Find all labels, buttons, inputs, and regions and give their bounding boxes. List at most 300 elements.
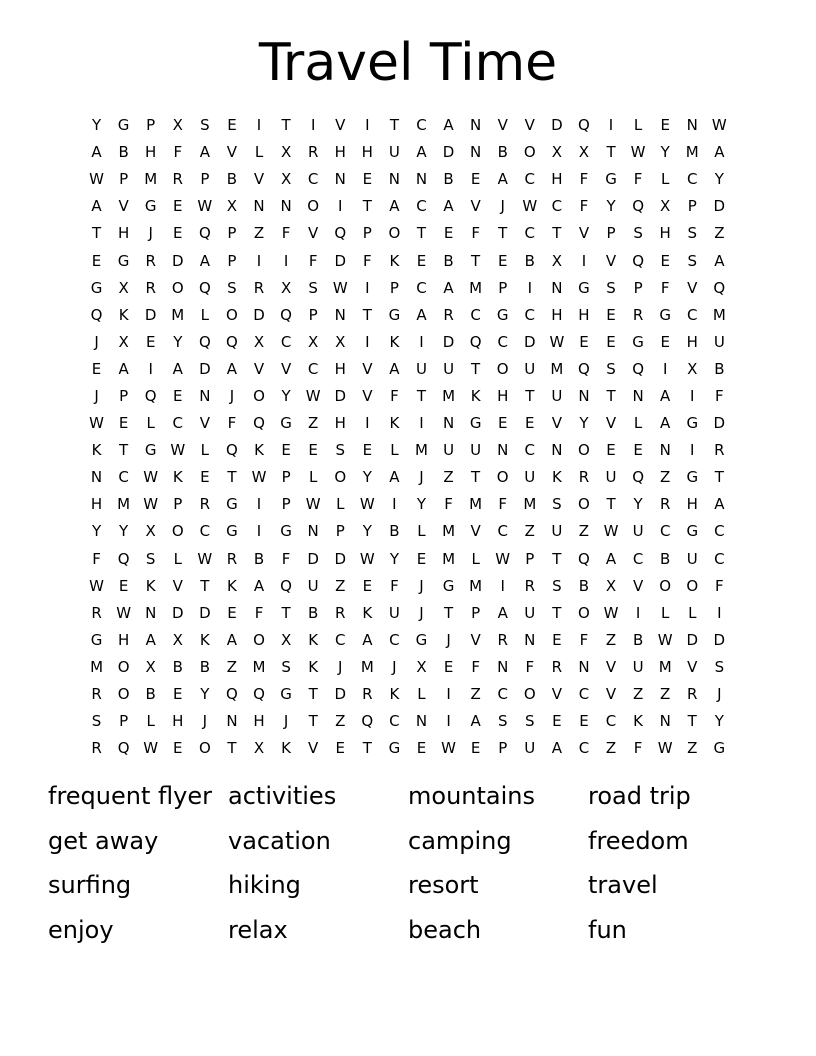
grid-row bbox=[83, 654, 733, 681]
grid-letter: M bbox=[442, 522, 456, 541]
grid-letter: P bbox=[606, 224, 616, 243]
grid-letter: A bbox=[362, 630, 373, 649]
grid-letter: H bbox=[361, 143, 373, 162]
grid-letter: T bbox=[687, 712, 697, 731]
grid-letter: X bbox=[226, 197, 238, 216]
grid-letter: X bbox=[145, 657, 156, 676]
grid-letter: I bbox=[365, 414, 370, 433]
grid-letter: N bbox=[253, 197, 265, 216]
grid-letter: X bbox=[118, 332, 129, 351]
grid-letter: E bbox=[362, 576, 373, 595]
grid-letter: C bbox=[172, 414, 184, 433]
grid-letter: N bbox=[470, 143, 482, 162]
grid-letter: P bbox=[119, 712, 129, 731]
grid-letter: R bbox=[578, 468, 590, 487]
grid-letter: I bbox=[310, 116, 316, 135]
grid-letter: E bbox=[91, 251, 102, 270]
grid-letter: V bbox=[605, 414, 617, 433]
grid-letter: M bbox=[144, 170, 158, 189]
grid-letter: E bbox=[335, 739, 345, 758]
grid-letter: I bbox=[717, 603, 722, 622]
grid-letter: P bbox=[200, 170, 210, 189]
grid-letter: C bbox=[714, 522, 725, 541]
grid-letter: W bbox=[711, 116, 727, 135]
grid-letter: V bbox=[226, 143, 238, 162]
grid-letter: K bbox=[633, 712, 644, 731]
grid-letter: I bbox=[256, 116, 262, 135]
grid-letter: G bbox=[686, 522, 699, 541]
grid-letter: M bbox=[685, 143, 699, 162]
grid-letter: J bbox=[202, 712, 208, 731]
grid-letter: Z bbox=[443, 468, 454, 487]
grid-letter: V bbox=[470, 197, 481, 216]
grid-letter: K bbox=[227, 576, 237, 595]
grid-letter: N bbox=[90, 468, 103, 487]
grid-letter: A bbox=[389, 468, 400, 487]
grid-letter: N bbox=[415, 712, 428, 731]
grid-letter: P bbox=[498, 739, 508, 758]
word-list-item: frequent flyer bbox=[48, 782, 212, 810]
grid-letter: R bbox=[551, 657, 563, 676]
grid-letter: G bbox=[144, 441, 157, 460]
grid-letter: T bbox=[443, 603, 454, 622]
grid-letter: G bbox=[280, 522, 292, 541]
grid-letter: I bbox=[608, 116, 614, 135]
grid-letter: R bbox=[172, 170, 183, 189]
grid-letter: R bbox=[632, 305, 644, 324]
grid-letter: A bbox=[226, 630, 238, 649]
grid-letter: L bbox=[254, 143, 264, 162]
grid-letter: O bbox=[659, 576, 672, 595]
grid-letter: L bbox=[200, 305, 210, 324]
grid-letter: A bbox=[253, 576, 265, 595]
grid-letter: I bbox=[338, 197, 343, 216]
grid-letter: D bbox=[199, 359, 211, 378]
word-list-item: mountains bbox=[408, 782, 535, 810]
grid-letter: A bbox=[443, 197, 454, 216]
grid-letter: H bbox=[334, 414, 346, 433]
grid-letter: F bbox=[308, 251, 318, 270]
grid-letter: T bbox=[525, 386, 535, 405]
grid-letter: W bbox=[657, 739, 673, 758]
grid-letter: J bbox=[229, 386, 235, 405]
grid-letter: R bbox=[91, 603, 102, 622]
grid-letter: A bbox=[497, 170, 508, 189]
grid-letter: P bbox=[227, 224, 237, 243]
grid-letter: W bbox=[89, 576, 104, 595]
grid-letter: J bbox=[419, 576, 424, 595]
grid-letter: F bbox=[660, 278, 670, 297]
grid-letter: L bbox=[336, 495, 345, 514]
grid-letter: R bbox=[91, 739, 102, 758]
word-list-item: resort bbox=[408, 871, 479, 899]
grid-letter: N bbox=[578, 386, 590, 405]
grid-row bbox=[83, 193, 733, 220]
grid-letter: F bbox=[363, 251, 372, 270]
grid-letter: Q bbox=[578, 359, 590, 378]
grid-letter: O bbox=[578, 495, 590, 514]
grid-letter: Y bbox=[606, 197, 616, 216]
grid-letter: I bbox=[256, 251, 262, 270]
grid-letter: U bbox=[415, 359, 427, 378]
grid-letter: W bbox=[522, 197, 538, 216]
grid-letter: M bbox=[442, 386, 456, 405]
grid-letter: U bbox=[388, 143, 400, 162]
grid-letter: E bbox=[470, 170, 481, 189]
grid-letter: L bbox=[200, 441, 210, 460]
grid-letter: I bbox=[392, 495, 397, 514]
grid-letter: V bbox=[470, 630, 481, 649]
grid-letter: M bbox=[360, 657, 374, 676]
grid-row bbox=[83, 356, 733, 383]
grid-letter: N bbox=[524, 630, 536, 649]
grid-letter: F bbox=[633, 739, 643, 758]
grid-row bbox=[83, 437, 733, 464]
grid-letter: H bbox=[334, 359, 346, 378]
grid-letter: O bbox=[171, 522, 184, 541]
grid-row bbox=[83, 410, 733, 437]
grid-letter: I bbox=[662, 359, 668, 378]
grid-letter: I bbox=[500, 576, 505, 595]
grid-letter: T bbox=[552, 603, 562, 622]
grid-letter: Q bbox=[280, 576, 292, 595]
grid-letter: G bbox=[686, 414, 699, 433]
grid-letter: O bbox=[523, 685, 536, 704]
grid-letter: L bbox=[146, 414, 155, 433]
grid-letter: U bbox=[524, 468, 536, 487]
grid-letter: Y bbox=[91, 116, 102, 135]
grid-letter: L bbox=[661, 170, 670, 189]
grid-letter: E bbox=[173, 224, 183, 243]
grid-letter: B bbox=[226, 170, 238, 189]
grid-letter: V bbox=[308, 739, 319, 758]
grid-letter: X bbox=[578, 143, 590, 162]
grid-letter: W bbox=[143, 739, 159, 758]
grid-letter: C bbox=[389, 712, 400, 731]
grid-letter: X bbox=[687, 359, 698, 378]
grid-letter: N bbox=[388, 170, 401, 189]
grid-letter: M bbox=[252, 657, 266, 676]
grid-letter: V bbox=[362, 359, 373, 378]
grid-letter: U bbox=[470, 441, 482, 460]
grid-letter: S bbox=[552, 495, 562, 514]
grid-letter: S bbox=[552, 576, 562, 595]
grid-letter: W bbox=[603, 603, 619, 622]
grid-letter: E bbox=[200, 468, 210, 487]
grid-letter: J bbox=[500, 197, 505, 216]
grid-letter: K bbox=[362, 603, 373, 622]
grid-letter: C bbox=[389, 630, 400, 649]
grid-letter: S bbox=[633, 224, 643, 243]
grid-letter: Q bbox=[198, 278, 211, 297]
grid-letter: A bbox=[389, 359, 400, 378]
grid-letter: X bbox=[253, 739, 265, 758]
grid-letter: R bbox=[253, 278, 265, 297]
grid-letter: S bbox=[606, 278, 616, 297]
grid-letter: H bbox=[117, 224, 130, 243]
grid-letter: X bbox=[605, 576, 617, 595]
grid-letter: Q bbox=[144, 386, 157, 405]
grid-letter: A bbox=[660, 414, 671, 433]
grid-letter: V bbox=[524, 116, 535, 135]
grid-letter: T bbox=[389, 116, 399, 135]
grid-letter: X bbox=[280, 170, 292, 189]
grid-letter: E bbox=[173, 739, 183, 758]
grid-letter: G bbox=[632, 332, 644, 351]
grid-letter: N bbox=[551, 441, 563, 460]
grid-letter: T bbox=[714, 468, 724, 487]
grid-row bbox=[83, 275, 733, 302]
grid-letter: T bbox=[552, 224, 562, 243]
grid-letter: E bbox=[443, 657, 454, 676]
grid-letter: C bbox=[470, 305, 481, 324]
grid-letter: F bbox=[444, 495, 453, 514]
grid-letter: W bbox=[441, 739, 456, 758]
grid-letter: R bbox=[714, 441, 725, 460]
grid-letter: N bbox=[632, 386, 644, 405]
grid-letter: S bbox=[497, 712, 508, 731]
grid-letter: A bbox=[91, 143, 102, 162]
grid-letter: D bbox=[171, 603, 184, 622]
grid-letter: T bbox=[606, 495, 616, 514]
grid-letter: A bbox=[145, 630, 156, 649]
grid-letter: A bbox=[172, 359, 183, 378]
word-list-item: road trip bbox=[588, 782, 691, 810]
grid-letter: E bbox=[362, 441, 373, 460]
grid-letter: N bbox=[199, 386, 211, 405]
grid-letter: R bbox=[91, 685, 102, 704]
word-list-item: vacation bbox=[228, 826, 331, 855]
grid-letter: R bbox=[145, 251, 156, 270]
grid-letter: W bbox=[495, 549, 511, 568]
grid-row bbox=[83, 112, 733, 139]
grid-letter: E bbox=[91, 359, 102, 378]
grid-row bbox=[83, 247, 733, 274]
grid-letter: V bbox=[362, 386, 373, 405]
grid-letter: V bbox=[335, 116, 346, 135]
grid-letter: F bbox=[579, 170, 589, 189]
grid-letter: H bbox=[659, 224, 671, 243]
grid-letter: N bbox=[307, 522, 319, 541]
grid-letter: X bbox=[172, 630, 183, 649]
grid-letter: C bbox=[280, 332, 292, 351]
grid-letter: Q bbox=[198, 224, 211, 243]
grid-letter: V bbox=[632, 576, 644, 595]
grid-letter: E bbox=[362, 170, 373, 189]
grid-letter: O bbox=[496, 359, 509, 378]
grid-letter: J bbox=[392, 657, 397, 676]
grid-letter: E bbox=[660, 251, 670, 270]
grid-letter: F bbox=[579, 197, 589, 216]
grid-letter: A bbox=[714, 251, 725, 270]
grid-letter: Y bbox=[579, 414, 589, 433]
grid-letter: E bbox=[443, 224, 454, 243]
grid-letter: F bbox=[254, 603, 264, 622]
grid-letter: W bbox=[143, 468, 159, 487]
grid-letter: N bbox=[578, 657, 590, 676]
grid-letter: V bbox=[605, 657, 617, 676]
grid-letter: G bbox=[226, 522, 238, 541]
grid-letter: O bbox=[686, 576, 699, 595]
grid-letter: G bbox=[388, 305, 401, 324]
grid-row bbox=[83, 491, 733, 518]
grid-letter: O bbox=[388, 224, 401, 243]
grid-letter: S bbox=[335, 441, 345, 460]
grid-letter: Y bbox=[714, 170, 724, 189]
word-list-item: fun bbox=[588, 915, 627, 944]
grid-letter: A bbox=[416, 305, 427, 324]
grid-letter: V bbox=[687, 278, 698, 297]
grid-letter: A bbox=[416, 143, 427, 162]
grid-letter: E bbox=[660, 116, 670, 135]
grid-letter: E bbox=[579, 712, 589, 731]
grid-letter: U bbox=[307, 576, 319, 595]
grid-letter: H bbox=[686, 495, 698, 514]
word-list-item: relax bbox=[228, 915, 288, 944]
grid-letter: A bbox=[470, 712, 481, 731]
grid-letter: J bbox=[419, 603, 424, 622]
grid-letter: Y bbox=[633, 495, 643, 514]
grid-letter: T bbox=[498, 224, 508, 243]
grid-letter: Q bbox=[226, 685, 238, 704]
grid-letter: T bbox=[362, 197, 372, 216]
grid-letter: G bbox=[442, 576, 455, 595]
grid-letter: F bbox=[173, 143, 183, 162]
grid-letter: I bbox=[256, 522, 262, 541]
grid-letter: A bbox=[497, 603, 508, 622]
grid-letter: M bbox=[469, 278, 483, 297]
grid-letter: R bbox=[497, 630, 508, 649]
grid-letter: C bbox=[416, 278, 427, 297]
grid-letter: K bbox=[551, 468, 562, 487]
grid-letter: H bbox=[551, 305, 563, 324]
grid-letter: T bbox=[362, 305, 372, 324]
grid-letter: E bbox=[497, 414, 508, 433]
grid-letter: P bbox=[335, 522, 345, 541]
grid-letter: E bbox=[118, 576, 129, 595]
grid-letter: C bbox=[497, 685, 508, 704]
grid-letter: K bbox=[389, 251, 400, 270]
grid-letter: J bbox=[148, 224, 153, 243]
grid-letter: Q bbox=[361, 712, 374, 731]
grid-letter: L bbox=[417, 522, 426, 541]
grid-letter: M bbox=[550, 359, 564, 378]
grid-letter: W bbox=[549, 332, 565, 351]
grid-letter: B bbox=[578, 576, 590, 595]
grid-letter: D bbox=[442, 332, 455, 351]
grid-letter: P bbox=[389, 278, 399, 297]
grid-letter: F bbox=[281, 224, 291, 243]
grid-letter: C bbox=[714, 549, 725, 568]
grid-letter: O bbox=[171, 278, 184, 297]
grid-letter: T bbox=[606, 386, 616, 405]
word-list bbox=[48, 776, 768, 954]
grid-letter: T bbox=[281, 116, 291, 135]
grid-letter: P bbox=[308, 305, 318, 324]
grid-letter: H bbox=[172, 712, 184, 731]
grid-letter: Y bbox=[660, 143, 670, 162]
grid-letter: W bbox=[251, 468, 267, 487]
grid-letter: H bbox=[551, 170, 563, 189]
grid-letter: R bbox=[145, 278, 156, 297]
grid-letter: E bbox=[145, 332, 156, 351]
grid-letter: F bbox=[390, 386, 399, 405]
grid-letter: W bbox=[89, 170, 104, 189]
grid-letter: T bbox=[281, 603, 291, 622]
grid-letter: P bbox=[146, 116, 156, 135]
grid-letter: R bbox=[226, 549, 238, 568]
grid-letter: E bbox=[606, 305, 616, 324]
grid-letter: W bbox=[197, 549, 213, 568]
grid-letter: E bbox=[173, 386, 183, 405]
grid-letter: W bbox=[603, 522, 619, 541]
grid-letter: G bbox=[117, 116, 130, 135]
grid-letter: U bbox=[443, 441, 455, 460]
grid-letter: M bbox=[117, 495, 131, 514]
grid-letter: Y bbox=[416, 495, 427, 514]
grid-row bbox=[83, 627, 733, 654]
grid-letter: P bbox=[173, 495, 183, 514]
grid-letter: B bbox=[497, 143, 508, 162]
grid-letter: R bbox=[307, 143, 319, 162]
grid-letter: R bbox=[659, 495, 671, 514]
grid-letter: S bbox=[281, 657, 291, 676]
grid-letter: Z bbox=[524, 522, 535, 541]
grid-letter: X bbox=[280, 143, 292, 162]
grid-letter: A bbox=[389, 197, 400, 216]
grid-letter: C bbox=[524, 170, 536, 189]
grid-letter: A bbox=[199, 251, 210, 270]
grid-letter: J bbox=[717, 685, 722, 704]
grid-letter: Y bbox=[389, 549, 399, 568]
grid-letter: S bbox=[227, 278, 237, 297]
grid-row bbox=[83, 302, 733, 329]
grid-letter: E bbox=[525, 414, 535, 433]
grid-letter: S bbox=[145, 549, 156, 568]
grid-letter: D bbox=[334, 251, 347, 270]
grid-letter: I bbox=[690, 441, 695, 460]
grid-letter: S bbox=[687, 224, 698, 243]
grid-letter: L bbox=[633, 116, 643, 135]
grid-letter: I bbox=[365, 278, 370, 297]
grid-letter: R bbox=[443, 305, 454, 324]
grid-letter: G bbox=[659, 305, 671, 324]
grid-letter: K bbox=[470, 386, 481, 405]
grid-letter: T bbox=[416, 224, 427, 243]
grid-letter: G bbox=[226, 495, 238, 514]
grid-letter: K bbox=[281, 739, 291, 758]
grid-letter: D bbox=[171, 251, 184, 270]
grid-letter: N bbox=[334, 305, 346, 324]
grid-letter: O bbox=[523, 143, 536, 162]
grid-letter: K bbox=[308, 657, 319, 676]
grid-letter: Q bbox=[117, 549, 130, 568]
grid-letter: M bbox=[415, 441, 428, 460]
grid-letter: W bbox=[143, 495, 159, 514]
grid-letter: C bbox=[578, 739, 590, 758]
grid-letter: V bbox=[687, 657, 698, 676]
grid-letter: D bbox=[199, 603, 211, 622]
grid-letter: Y bbox=[91, 522, 102, 541]
grid-letter: V bbox=[578, 224, 590, 243]
grid-letter: A bbox=[199, 143, 210, 162]
grid-letter: U bbox=[524, 739, 536, 758]
grid-letter: M bbox=[469, 576, 483, 595]
grid-letter: S bbox=[308, 278, 318, 297]
grid-letter: X bbox=[308, 332, 319, 351]
grid-row bbox=[83, 546, 733, 573]
grid-letter: E bbox=[281, 441, 291, 460]
